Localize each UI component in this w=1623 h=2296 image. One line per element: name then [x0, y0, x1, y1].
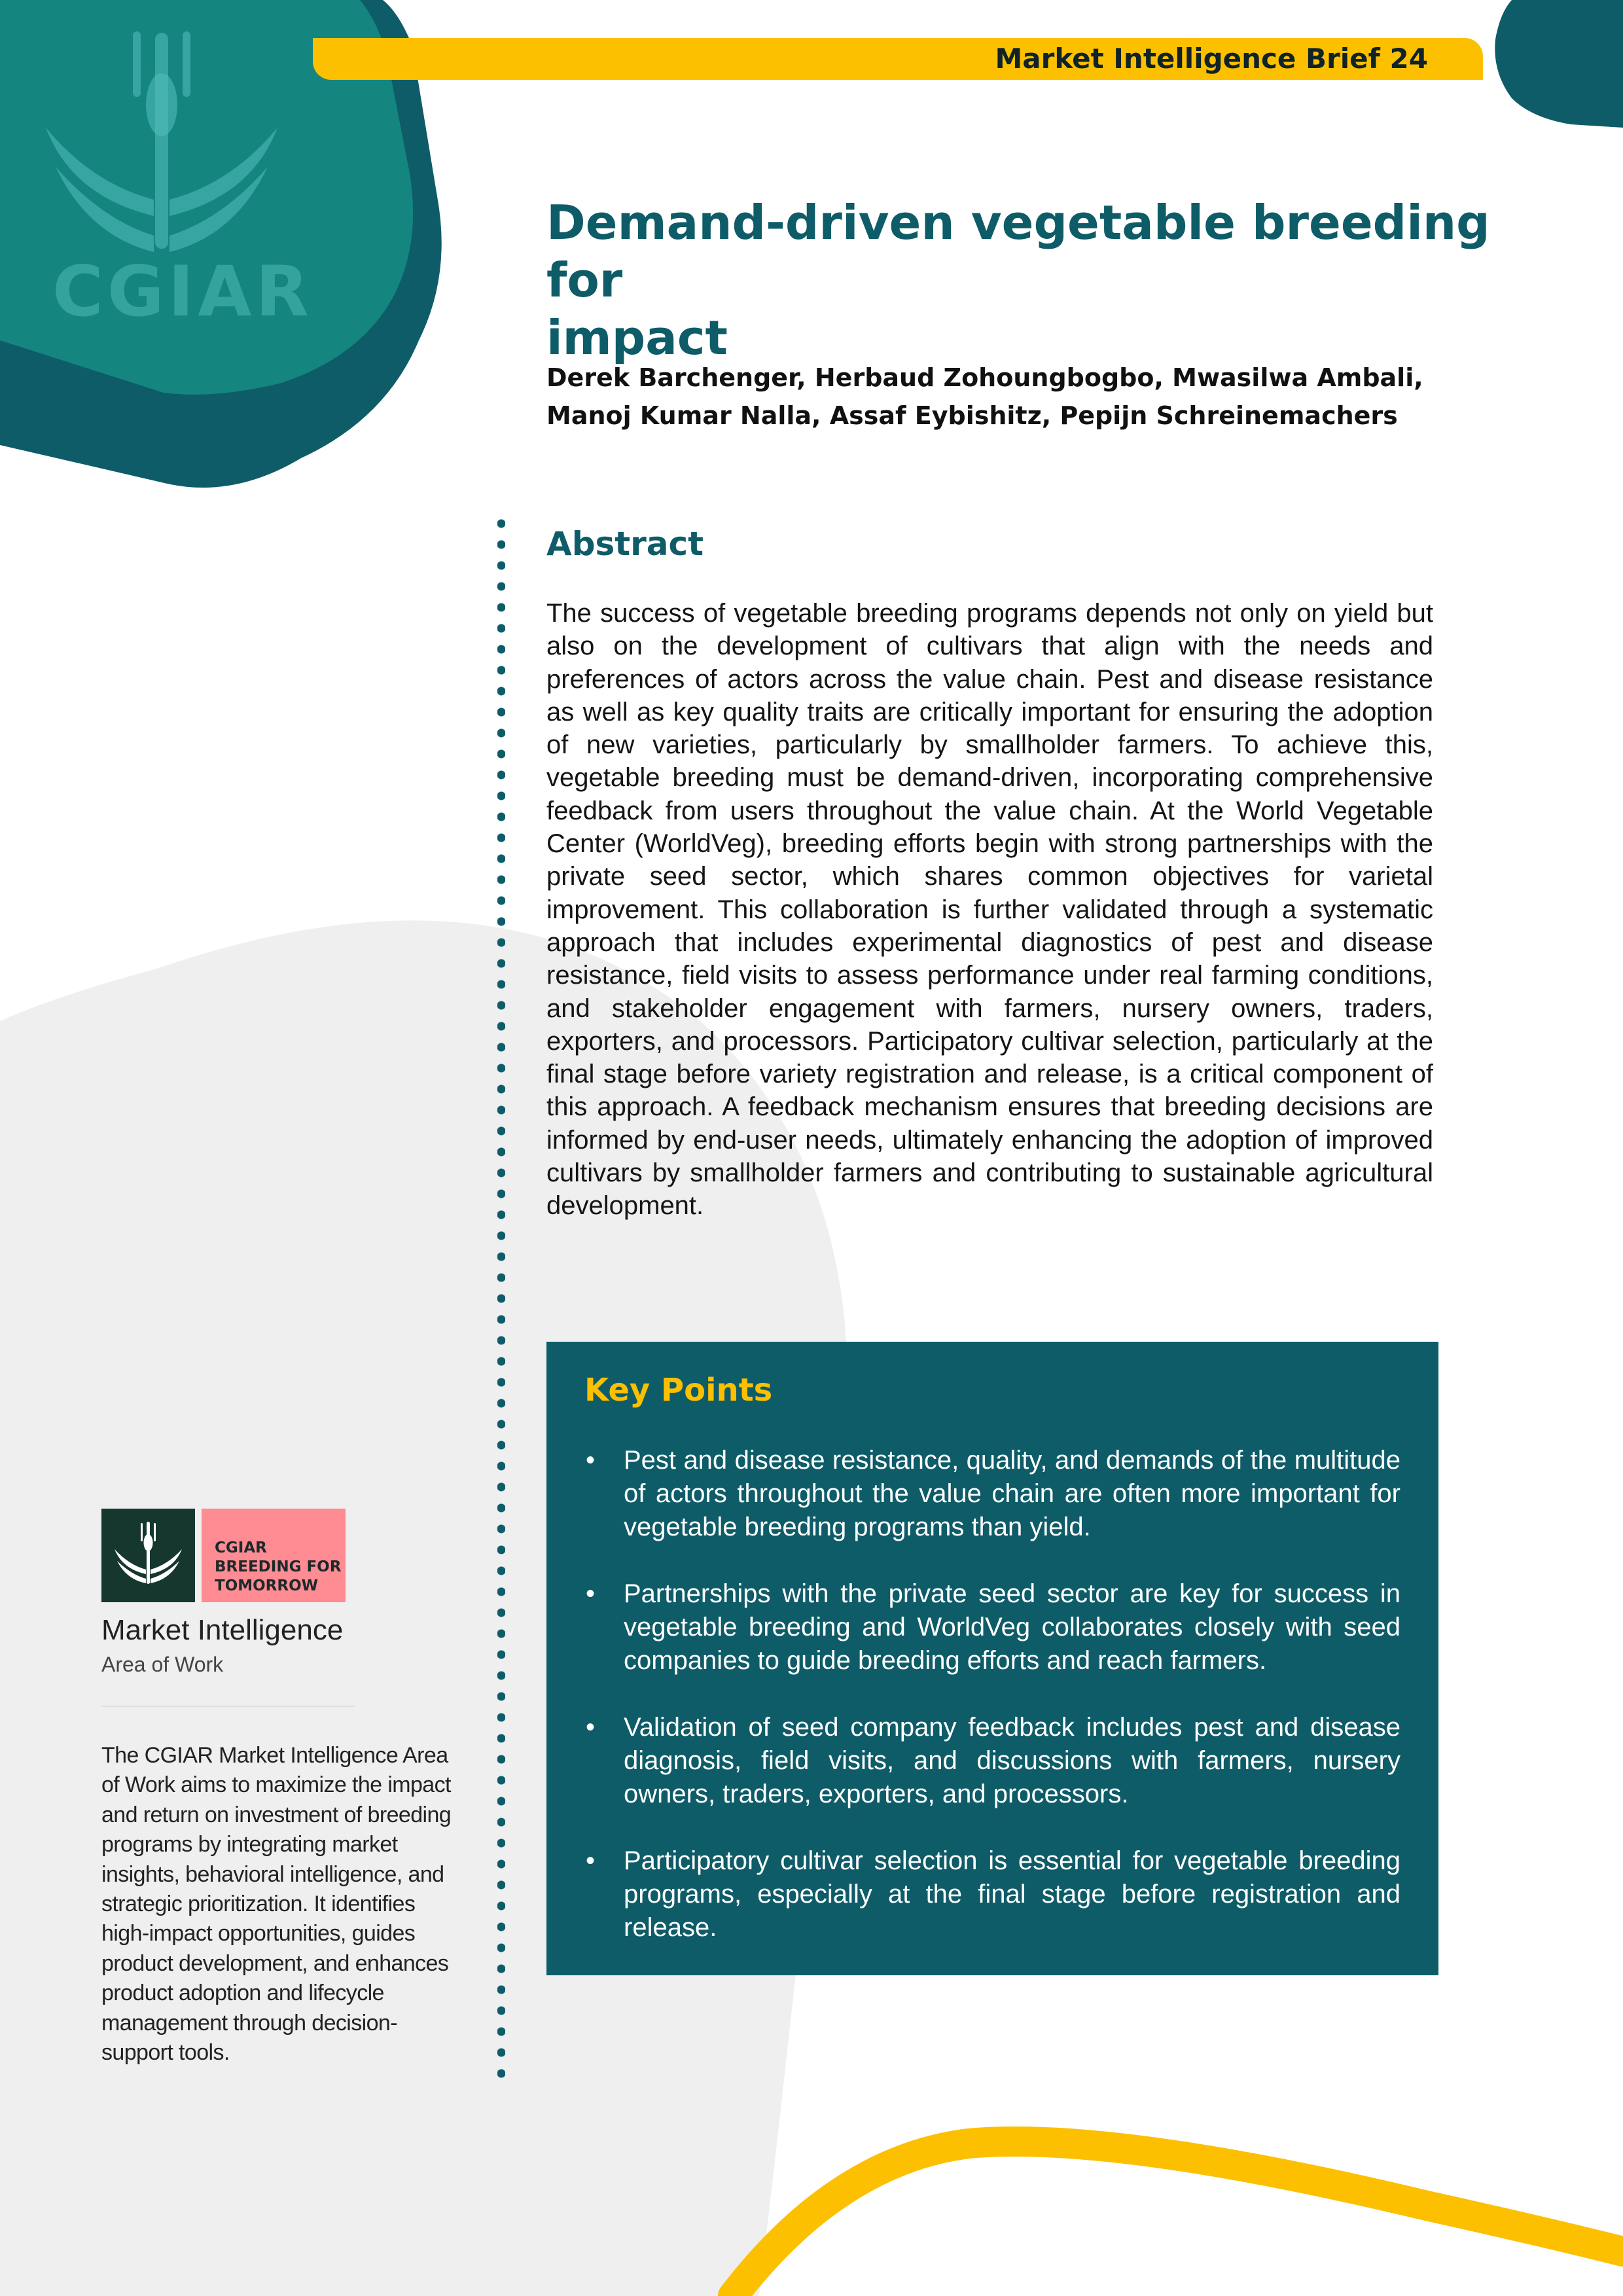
cgiar-logo-text: CGIAR: [52, 251, 313, 332]
key-point-item: [584, 1711, 1400, 1811]
brief-series-label: Market Intelligence Brief 24: [995, 43, 1428, 75]
title-line-2: impact: [546, 310, 728, 365]
key-point-item: [584, 1844, 1400, 1945]
page-title: [546, 194, 1515, 367]
title-line-1: Demand-driven vegetable breeding for: [546, 195, 1490, 308]
wheat-icon: [101, 1509, 195, 1602]
key-points-box: [546, 1342, 1438, 1975]
key-point-text: Pest and disease resistance, quality, and demands of the multitude of actors throughout the value chain are often more important for vegetable breeding programs than yield.: [624, 1446, 1400, 1541]
bullet-icon: •: [586, 1579, 596, 1608]
authors-line-1: Derek Barchenger, Herbaud Zohoungbogbo, Mwasilwa Ambali,: [546, 363, 1423, 392]
sidebar-divider: [101, 1706, 355, 1707]
area-title: Market Intelligence: [101, 1614, 344, 1646]
badge-line-2: BREEDING FOR: [215, 1558, 342, 1575]
key-point-item: [584, 1577, 1400, 1677]
yellow-swoosh: [733, 2142, 1623, 2296]
key-point-item: [584, 1444, 1400, 1544]
badge-line-3: TOMORROW: [215, 1577, 319, 1594]
author-list: [546, 359, 1476, 435]
abstract-body: The success of vegetable breeding programs depends not only on yield but also on the development of cultivars that align with the needs and preferences of actors across the value chain. Pest and disease resistance as well as key quality traits are critically important for ensuring the adoption of new varieties, particularly by smallholder farmers. To achieve this, vegetable breeding must be demand-driven, incorporating comprehensive feedback from users throughout the value chain. At the World Vegetable Center (WorldVeg), breeding efforts begin with strong partnerships with the private seed sector, which shares common objectives for varietal improvement. This collaboration is further validated through a systematic approach that includes experimental diagnostics of pest and disease resistance, field visits to assess performance under real farming conditions, and stakeholder engagement with farmers, nursery owners, traders, exporters, and processors. Participatory cultivar selection, particularly at the final stage before variety registration and release, is a critical component of this approach. A feedback mechanism ensures that breeding decisions are informed by end-user needs, ultimately enhancing the adoption of improved cultivars by smallholder farmers and contributing to sustainable agricultural development.: [546, 599, 1433, 1221]
breeding-for-tomorrow-logo: [101, 1509, 346, 1602]
area-description: The CGIAR Market Intelligence Area of Work aims to maximize the impact and return on investment of breeding programs by integrating market insights, behavioral intelligence, and strategic prioritization. It identifies high-impact opportunities, guides product development, and enhances product adoption and lifecycle management through decision-support tools.: [101, 1743, 452, 2066]
teal-corner-shape: [1495, 0, 1623, 128]
bullet-icon: •: [586, 1713, 596, 1742]
dotted-divider: [497, 513, 505, 2084]
logo-badge-text: [215, 1539, 341, 1596]
key-point-text: Participatory cultivar selection is essential for vegetable breeding programs, especially at the final stage before registration and release.: [624, 1846, 1400, 1942]
brief-banner: [313, 38, 1483, 80]
key-point-text: Validation of seed company feedback includes pest and disease diagnosis, field visits, and discussions with farmers, nursery owners, traders, exporters, and processors.: [624, 1713, 1400, 1808]
key-point-text: Partnerships with the private seed sector are key for success in vegetable breeding and WorldVeg collaborates closely with seed companies to guide breeding efforts and reach farmers.: [624, 1579, 1400, 1675]
bullet-icon: •: [586, 1446, 596, 1475]
badge-line-1: CGIAR: [215, 1539, 267, 1556]
bullet-icon: •: [586, 1846, 596, 1875]
logo-green-tile: [101, 1509, 195, 1602]
key-points-list: [584, 1444, 1400, 1945]
area-subtitle: Area of Work: [101, 1653, 224, 1676]
key-points-heading: Key Points: [584, 1372, 773, 1408]
logo-pink-tile: [202, 1509, 346, 1602]
authors-line-2: Manoj Kumar Nalla, Assaf Eybishitz, Pepijn Schreinemachers: [546, 401, 1398, 430]
abstract-heading: Abstract: [546, 525, 704, 563]
